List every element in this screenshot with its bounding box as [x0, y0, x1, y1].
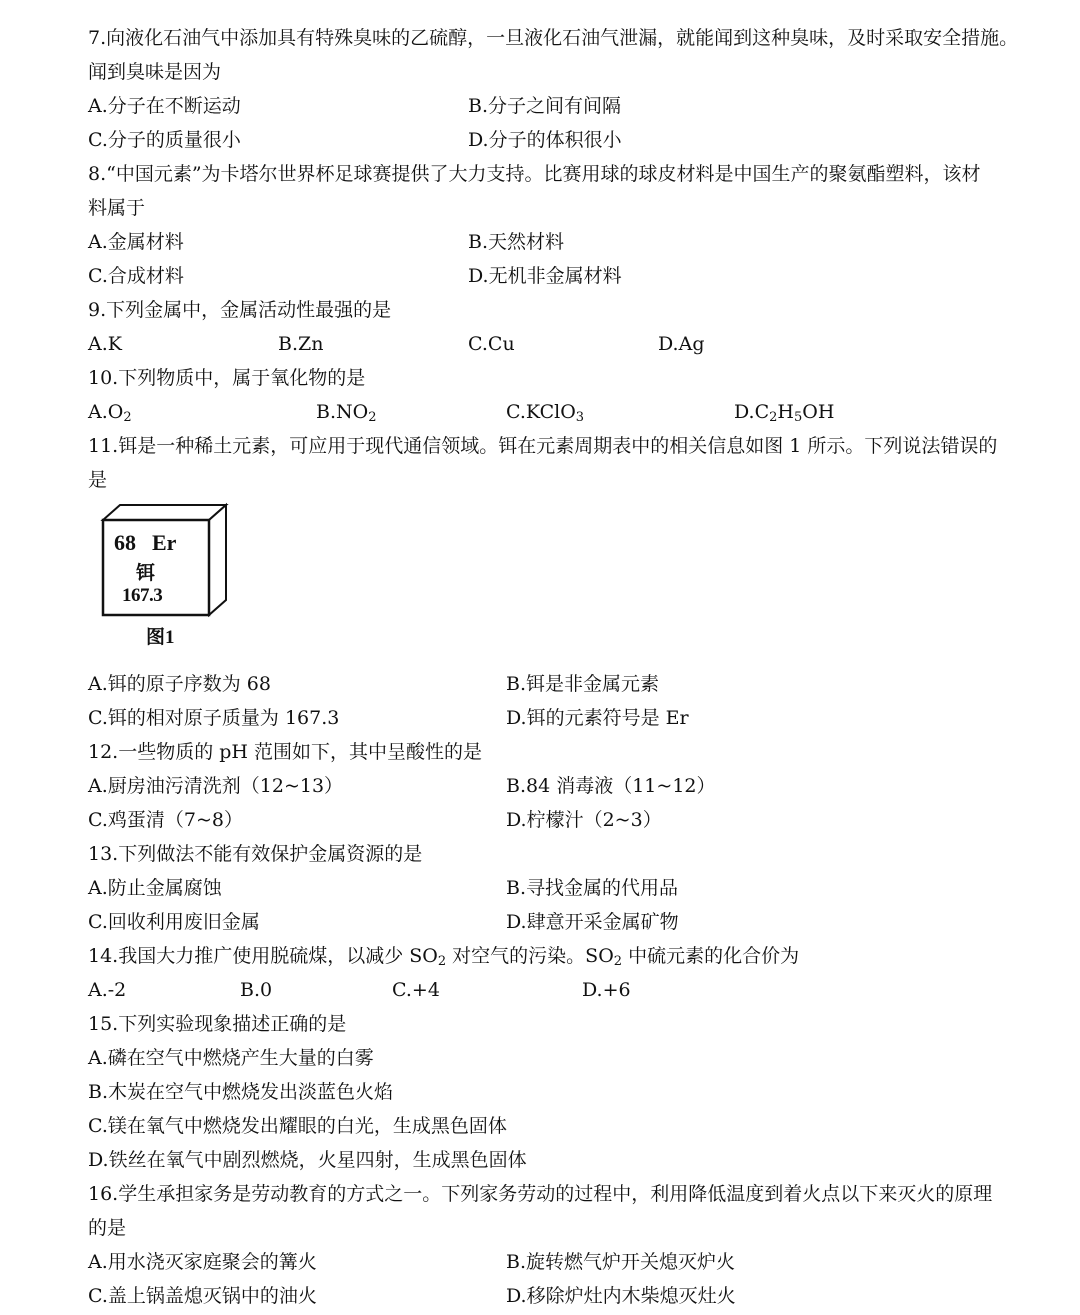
q16-stem-line2: 的是 [88, 1217, 127, 1239]
q15-option-a: A.磷在空气中燃烧产生大量的白雾 [88, 1047, 374, 1069]
q13-option-c: C.回收利用废旧金属 [88, 911, 260, 933]
q9-option-d: D.Ag [658, 333, 705, 355]
q8-option-c: C.合成材料 [88, 265, 184, 287]
element-cell-figure [100, 502, 230, 652]
q8-option-d: D.无机非金属材料 [468, 265, 622, 287]
q9-option-a: A.K [88, 333, 122, 355]
atomic-mass: 167.3 [122, 585, 163, 606]
q15-option-c: C.镁在氧气中燃烧发出耀眼的白光，生成黑色固体 [88, 1115, 507, 1137]
element-name: 铒 [136, 563, 156, 584]
q13-option-a: A.防止金属腐蚀 [88, 877, 222, 899]
element-cube-drawing [100, 502, 230, 622]
q13-option-b: B.寻找金属的代用品 [506, 877, 679, 899]
figure-caption: 图1 [146, 627, 175, 648]
q10-option-d: $D.C_2H_5OH$ [734, 401, 835, 425]
q11-option-d: D.铒的元素符号是 Er [506, 707, 689, 729]
q12-option-d: D.柠檬汁（2~3） [506, 809, 662, 831]
q14-option-c: C.+4 [392, 979, 440, 1001]
q16-option-c: C.盖上锅盖熄灭锅中的油火 [88, 1285, 317, 1307]
q14-option-a: A.-2 [88, 979, 127, 1001]
q8-option-b: B.天然材料 [468, 231, 565, 253]
q12-option-c: C.鸡蛋清（7~8） [88, 809, 243, 831]
q10-option-b: $B.NO_2$ [316, 401, 377, 425]
q7-option-b: B.分子之间有间隔 [468, 95, 622, 117]
element-symbol: Er [152, 530, 177, 555]
q12-option-b: B.84 消毒液（11~12） [506, 775, 716, 797]
q16-stem-line1: 16.学生承担家务是劳动教育的方式之一。下列家务劳动的过程中，利用降低温度到着火点以下来灭火的原理 [88, 1183, 993, 1205]
q9-option-c: C.Cu [468, 333, 515, 355]
q9-option-b: B.Zn [278, 333, 324, 355]
q15-option-b: B.木炭在空气中燃烧发出淡蓝色火焰 [88, 1081, 394, 1103]
q10-option-a: $A.O_2$ [88, 401, 132, 425]
q16-option-a: A.用水浇灭家庭聚会的篝火 [88, 1251, 317, 1273]
q10-stem: 10.下列物质中，属于氧化物的是 [88, 367, 366, 389]
q11-stem-line1: 11.铒是一种稀土元素，可应用于现代通信领域。铒在元素周期表中的相关信息如图 1 所示。下列说法错误的 [88, 435, 998, 457]
q15-option-d: D.铁丝在氧气中剧烈燃烧，火星四射，生成黑色固体 [88, 1149, 527, 1171]
q13-stem: 13.下列做法不能有效保护金属资源的是 [88, 843, 423, 865]
q15-stem: 15.下列实验现象描述正确的是 [88, 1013, 347, 1035]
q10-option-c: C.KClO$_3$ [506, 401, 585, 425]
q7-option-a: A.分子在不断运动 [88, 95, 241, 117]
q8-option-a: A.金属材料 [88, 231, 184, 253]
q7-option-d: D.分子的体积很小 [468, 129, 622, 151]
q14-stem: 14.我国大力推广使用脱硫煤，以减少 $SO_2$ 对空气的污染。$SO_2$ 中硫元素的化合价为 [88, 945, 800, 969]
q11-option-a: A.铒的原子序数为 68 [88, 673, 271, 695]
q13-option-d: D.肆意开采金属矿物 [506, 911, 679, 933]
q14-option-d: D.+6 [582, 979, 631, 1001]
q11-option-b: B.铒是非金属元素 [506, 673, 660, 695]
q8-stem-line1: 8.“中国元素”为卡塔尔世界杯足球赛提供了大力支持。比赛用球的球皮材料是中国生产的聚氨酯塑料，该材 [88, 163, 981, 185]
q9-stem: 9.下列金属中，金属活动性最强的是 [88, 299, 392, 321]
q14-option-b: B.0 [240, 979, 273, 1001]
q11-option-c: C.铒的相对原子质量为 167.3 [88, 707, 340, 729]
q7-option-c: C.分子的质量很小 [88, 129, 241, 151]
q12-stem: 12.一些物质的 pH 范围如下，其中呈酸性的是 [88, 741, 483, 763]
q7-stem-line2: 闻到臭味是因为 [88, 61, 222, 83]
q16-option-d: D.移除炉灶内木柴熄灭灶火 [506, 1285, 736, 1307]
q12-option-a: A.厨房油污清洗剂（12~13） [88, 775, 344, 797]
q16-option-b: B.旋转燃气炉开关熄灭炉火 [506, 1251, 736, 1273]
q8-stem-line2: 料属于 [88, 197, 146, 219]
q7-stem-line1: 7.向液化石油气中添加具有特殊臭味的乙硫醇，一旦液化石油气泄漏，就能闻到这种臭味，及时采取安全措施。 [88, 27, 1019, 49]
atomic-number: 68 [114, 530, 136, 555]
q11-stem-line2: 是 [88, 469, 108, 491]
